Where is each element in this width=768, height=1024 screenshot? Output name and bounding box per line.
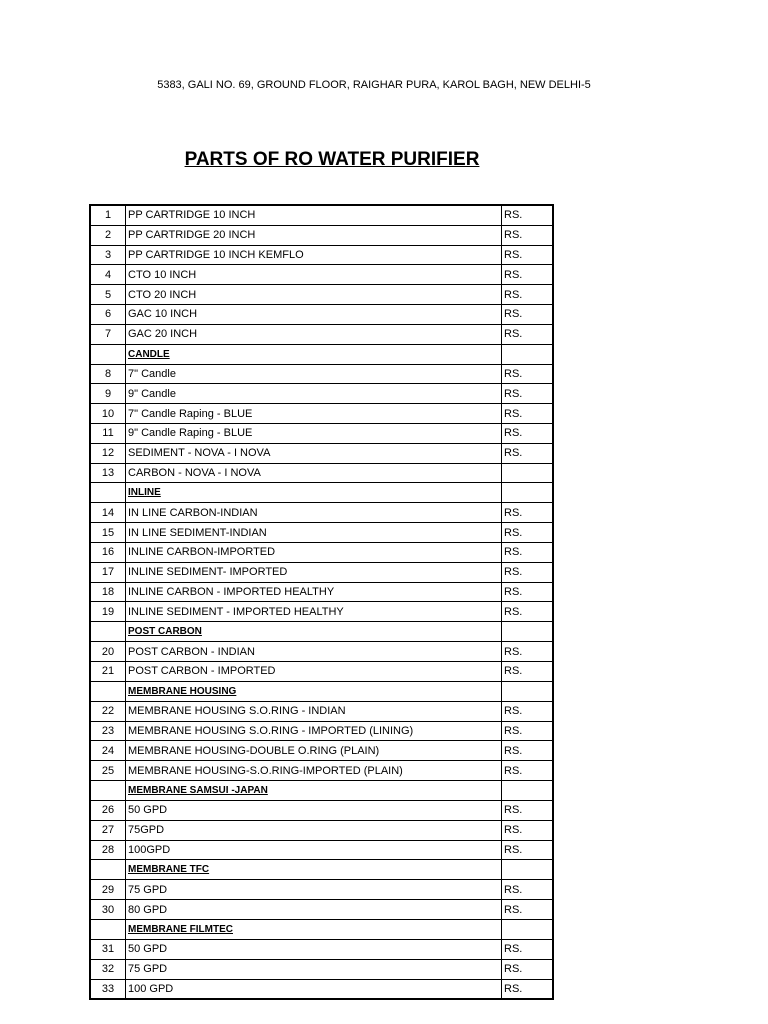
part-name: IN LINE CARBON-INDIAN [126,503,502,523]
row-number: 33 [90,979,126,999]
table-row [90,840,553,860]
section-heading-cell [126,860,502,880]
table-row [90,245,553,265]
price-cell: RS. [502,820,554,840]
price-cell [502,622,554,642]
part-name: 80 GPD [126,900,502,920]
section-heading: INLINE [128,487,161,499]
row-number: 26 [90,800,126,820]
price-cell: RS. [502,939,554,959]
price-cell: RS. [502,205,554,225]
price-cell: RS. [502,562,554,582]
row-number [90,483,126,503]
row-number: 23 [90,721,126,741]
row-number: 27 [90,820,126,840]
section-row [90,919,553,939]
row-number: 29 [90,880,126,900]
row-number [90,681,126,701]
table-row [90,642,553,662]
row-number: 19 [90,602,126,622]
part-name: PP CARTRIDGE 20 INCH [126,225,502,245]
price-cell: RS. [502,701,554,721]
price-cell: RS. [502,741,554,761]
section-row [90,483,553,503]
table-row [90,582,553,602]
part-name: PP CARTRIDGE 10 INCH [126,205,502,225]
price-cell: RS. [502,900,554,920]
price-cell [502,860,554,880]
part-name: GAC 10 INCH [126,304,502,324]
part-name: POST CARBON - INDIAN [126,642,502,662]
part-name: IN LINE SEDIMENT-INDIAN [126,523,502,543]
section-row [90,860,553,880]
price-cell [502,344,554,364]
price-cell: RS. [502,503,554,523]
section-heading-cell [126,919,502,939]
price-cell: RS. [502,364,554,384]
table-row [90,423,553,443]
part-name: 7" Candle Raping - BLUE [126,404,502,424]
row-number [90,344,126,364]
part-name: 75 GPD [126,880,502,900]
table-row [90,741,553,761]
section-heading: MEMBRANE FILMTEC [128,923,233,935]
row-number: 8 [90,364,126,384]
row-number: 22 [90,701,126,721]
row-number: 1 [90,205,126,225]
part-name: MEMBRANE HOUSING-S.O.RING-IMPORTED (PLAIN) [126,761,502,781]
table-row [90,701,553,721]
table-row [90,661,553,681]
part-name: 75GPD [126,820,502,840]
table-row [90,721,553,741]
table-row [90,959,553,979]
part-name: 9" Candle Raping - BLUE [126,423,502,443]
price-cell: RS. [502,721,554,741]
table-row [90,602,553,622]
price-cell: RS. [502,245,554,265]
section-heading-cell [126,622,502,642]
price-cell: RS. [502,324,554,344]
row-number [90,780,126,800]
price-cell: RS. [502,800,554,820]
row-number [90,919,126,939]
row-number: 32 [90,959,126,979]
price-cell: RS. [502,265,554,285]
price-cell: RS. [502,225,554,245]
table-row [90,800,553,820]
part-name: MEMBRANE HOUSING S.O.RING - INDIAN [126,701,502,721]
section-heading-cell [126,344,502,364]
table-row [90,404,553,424]
parts-table-body [90,205,553,999]
price-cell: RS. [502,404,554,424]
part-name: CARBON - NOVA - I NOVA [126,463,502,483]
row-number: 5 [90,285,126,305]
table-row [90,463,553,483]
table-row [90,939,553,959]
part-name: MEMBRANE HOUSING S.O.RING - IMPORTED (LINING) [126,721,502,741]
row-number: 25 [90,761,126,781]
price-cell [502,681,554,701]
table-row [90,880,553,900]
row-number: 2 [90,225,126,245]
row-number: 9 [90,384,126,404]
section-row [90,681,553,701]
row-number: 11 [90,423,126,443]
row-number: 7 [90,324,126,344]
price-cell: RS. [502,602,554,622]
row-number [90,622,126,642]
section-row [90,344,553,364]
table-row [90,523,553,543]
part-name: 50 GPD [126,939,502,959]
table-row [90,820,553,840]
price-cell: RS. [502,423,554,443]
price-cell: RS. [502,582,554,602]
part-name: MEMBRANE HOUSING-DOUBLE O.RING (PLAIN) [126,741,502,761]
row-number: 13 [90,463,126,483]
price-cell: RS. [502,304,554,324]
row-number: 16 [90,542,126,562]
part-name: CTO 10 INCH [126,265,502,285]
row-number: 14 [90,503,126,523]
row-number: 12 [90,443,126,463]
row-number: 6 [90,304,126,324]
price-cell: RS. [502,761,554,781]
table-row [90,265,553,285]
row-number: 17 [90,562,126,582]
part-name: INLINE CARBON-IMPORTED [126,542,502,562]
row-number: 30 [90,900,126,920]
part-name: INLINE SEDIMENT - IMPORTED HEALTHY [126,602,502,622]
section-heading: MEMBRANE SAMSUI -JAPAN [128,784,268,796]
part-name: GAC 20 INCH [126,324,502,344]
price-cell: RS. [502,542,554,562]
part-name: 50 GPD [126,800,502,820]
table-row [90,979,553,999]
table-row [90,324,553,344]
section-heading-cell [126,681,502,701]
price-cell: RS. [502,443,554,463]
row-number: 20 [90,642,126,662]
part-name: INLINE CARBON - IMPORTED HEALTHY [126,582,502,602]
price-cell: RS. [502,285,554,305]
part-name: 100 GPD [126,979,502,999]
price-cell: RS. [502,661,554,681]
address-line: 5383, GALI NO. 69, GROUND FLOOR, RAIGHAR PURA, KAROL BAGH, NEW DELHI-5 [157,79,591,91]
price-cell: RS. [502,880,554,900]
section-heading: CANDLE [128,348,170,360]
part-name: SEDIMENT - NOVA - I NOVA [126,443,502,463]
part-name: CTO 20 INCH [126,285,502,305]
section-heading: MEMBRANE HOUSING [128,685,237,697]
row-number: 3 [90,245,126,265]
row-number: 4 [90,265,126,285]
table-row [90,900,553,920]
price-cell: RS. [502,979,554,999]
row-number: 31 [90,939,126,959]
row-number: 10 [90,404,126,424]
part-name: POST CARBON - IMPORTED [126,661,502,681]
row-number: 28 [90,840,126,860]
section-heading: MEMBRANE TFC [128,864,210,876]
page-title: PARTS OF RO WATER PURIFIER [184,149,480,170]
table-row [90,443,553,463]
price-cell: RS. [502,523,554,543]
row-number: 21 [90,661,126,681]
part-name: 7" Candle [126,364,502,384]
table-row [90,205,553,225]
parts-table [89,204,554,1000]
section-heading-cell [126,780,502,800]
price-cell [502,463,554,483]
price-cell: RS. [502,642,554,662]
price-cell [502,919,554,939]
part-name: INLINE SEDIMENT- IMPORTED [126,562,502,582]
part-name: PP CARTRIDGE 10 INCH KEMFLO [126,245,502,265]
table-row [90,562,553,582]
section-heading: POST CARBON [128,626,202,638]
section-heading-cell [126,483,502,503]
table-row [90,503,553,523]
part-name: 100GPD [126,840,502,860]
price-cell: RS. [502,959,554,979]
table-row [90,761,553,781]
row-number: 15 [90,523,126,543]
price-cell: RS. [502,384,554,404]
part-name: 9" Candle [126,384,502,404]
row-number [90,860,126,880]
row-number: 18 [90,582,126,602]
table-row [90,364,553,384]
section-row [90,780,553,800]
price-cell: RS. [502,840,554,860]
table-row [90,384,553,404]
part-name: 75 GPD [126,959,502,979]
price-cell [502,483,554,503]
table-row [90,542,553,562]
section-row [90,622,553,642]
table-row [90,304,553,324]
table-row [90,285,553,305]
row-number: 24 [90,741,126,761]
price-cell [502,780,554,800]
table-row [90,225,553,245]
